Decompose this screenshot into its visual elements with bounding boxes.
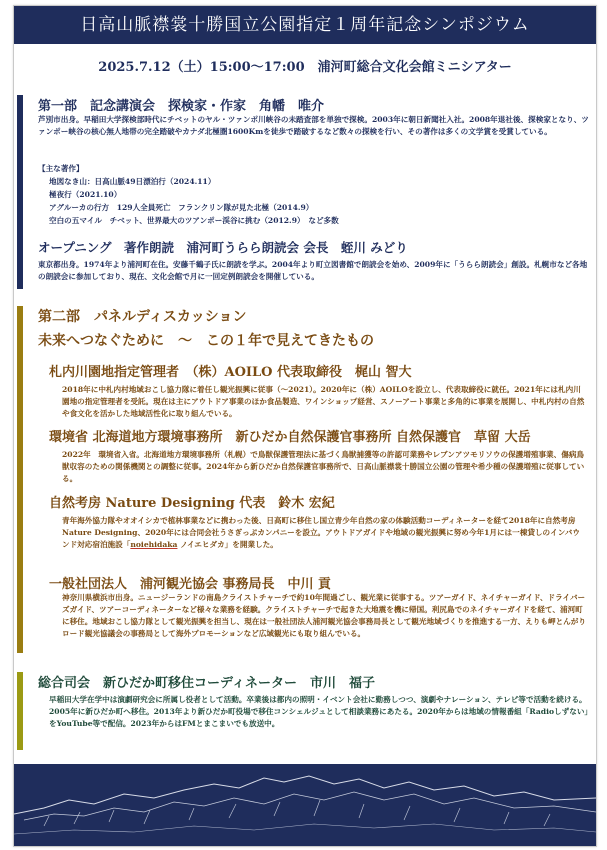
moderator-heading: 総合司会 新ひだか町移住コーディネーター 市川 福子: [38, 676, 375, 691]
part2-theme: 未来へつなぐために 〜 この１年で見えてきたもの: [38, 333, 374, 349]
panelist-bio-text: 青年海外協力隊やオオイシカで植林事業などに携わった後、日高町に移住し国立青少年自然の家の体験活動コーディネーターを経て2018年に自然考房 Nature Designing、2020年には合同会社うさぎっぷカンパニーを設立。アウトドアガイドや地域の観光振興に努め今年1月には一棟貸しのインバウンド対応宿泊施設「: [62, 516, 580, 549]
panelist-bio: [62, 515, 587, 551]
works-item: 地図なき山：日高山脈49日漂泊行（2024.11）: [49, 177, 216, 186]
opening-heading: オープニング 著作朗読 浦河町うらら朗読会 会長 蛭川 みどり: [38, 240, 408, 255]
opening-reader-bio: 東京都出身。1974年より浦河町在住。安藤千鶴子氏に朗読を学ぶ。2004年より町立図書館で朗読会を始め、2009年に「うらら朗読会」創設。札幌市など各地の朗読会に参加しており、現在、文化会館で月に一回定例朗読会を開催している。: [38, 260, 588, 281]
panelist-heading: 自然考房 Nature Designing 代表 鈴木 宏紀: [49, 496, 335, 511]
mountain-ridge-illustration: [14, 764, 596, 846]
part1-accent-bar: [17, 95, 23, 289]
part1-speaker-bio: 芦別市出身。早稲田大学探検部時代にチベットのヤル・ツァンポ川峡谷の未踏査部を単独で探検。2003年に朝日新聞社入社。2008年退社後、探検家となり、ツァンポー峡谷の核心無人地帯の完全踏破やカナダ北極圏1600Kmを徒歩で踏破するなど数々の探検を行い、その著作は多くの文学賞を受賞している。: [38, 115, 589, 136]
panelist-heading: 一般社団法人 浦河観光協会 事務局長 中川 貢: [49, 577, 332, 592]
page-title: 日高山脈襟裳十勝国立公園指定１周年記念シンポジウム: [80, 15, 530, 35]
works-heading: 【主な著作】: [38, 164, 84, 173]
works-item: 極夜行（2021.10）: [49, 190, 122, 199]
lodging-name: noiehidaka: [130, 540, 178, 549]
panelist-heading: 環境省 北海道地方環境事務所 新ひだか自然保護官事務所 自然保護官 草留 大岳: [49, 430, 531, 445]
works-item: アグルーカの行方 129人全員死亡 フランクリン隊が見た北極（2014.9）: [49, 203, 314, 212]
panelist-heading: 札内川園地指定管理者 （株）AOILO 代表取締役 梶山 智大: [49, 365, 412, 380]
part2-heading: 第二部 パネルディスカッション: [38, 309, 247, 325]
panelist-bio: 2022年 環境省入省。北海道地方環境事務所（札幌）で鳥獣保護管理法に基づく鳥獣捕獲等の許認可業務やレブンアツモリソウの保護増殖事業、傷病鳥獣収容のための関係機関との調整に従事。2024年から新ひだか自然保護官事務所で、日高山脈襟裳十勝国立公園の管理や希少種の保護増殖に従事している。: [62, 450, 585, 483]
panelist-bio-text: ノイエヒダカ」を開業した。: [177, 540, 278, 549]
moderator-bio: 早稲田大学在学中は演劇研究会に所属し役者として活動。卒業後は都内の照明・イベント会社に勤務しつつ、演劇やナレーション、テレビ等で活動を続ける。2005年に新ひだか町へ移住。2013年より新ひだか町役場で移住コンシェルジュとして相談業務にあたる。2020年からは地域の情報番組「Radioしずない」をYouTube等で配信。2023年からはFMとまこまいでも放送中。: [49, 695, 589, 728]
panelist-bio: 神奈川県横浜市出身。ニュージーランドの南島クライストチャーチで約10年間過ごし、観光業に従事する。ツアーガイド、ネイチャーガイド、ドライバーズガイド、ツアーコーディネーターなど様々な業務を経験。クライストチャーチで起きた大地震を機に帰国。利尻島でのネイチャーガイドを経て、浦河町に移住。地域おこし協力隊として観光振興を担当し、現在は一般社団法人浦河観光協会事務局長として観光地域づくりを推進する一方、えりも岬とんがりロード観光協議会の事務局として海外プロモーションなど広域観光にも取り組んでいる。: [62, 593, 586, 638]
moderator-accent-bar: [17, 672, 23, 750]
part2-accent-bar: [17, 306, 23, 653]
footer-banner: [14, 764, 596, 846]
part1-heading: 第一部 記念講演会 探検家・作家 角幡 唯介: [38, 99, 325, 114]
title-bar: [14, 6, 596, 44]
event-date-venue: 2025.7.12（土）15:00〜17:00 浦河町総合文化会館ミニシアター: [98, 60, 512, 75]
panelist-bio: 2018年に中札内村地域おこし協力隊に着任し観光振興に従事（〜2021）。2020年に（株）AOILOを設立し、代表取締役に就任。2021年には札内川園地の指定管理者を受託。現在は主にアウトドア事業のほか食品製造、ワインショップ経営、スノーアート事業と多角的に事業を展開し、中札内村の自然や食文化を活かした地域活性化に取り組んでいる。: [62, 385, 585, 418]
works-item: 空白の五マイル チベット、世界最大のツアンポー渓谷に挑む（2012.9） など多数: [49, 216, 339, 225]
flyer-page: [13, 5, 597, 847]
